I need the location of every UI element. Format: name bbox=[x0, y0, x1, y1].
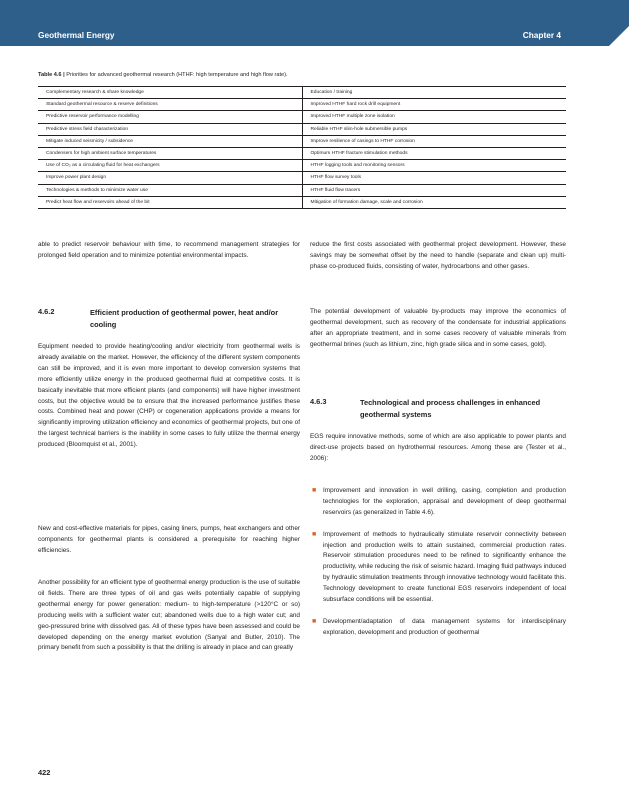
bullet-item: ■ Improvement of methods to hydraulically stimulate reservoir connectivity between injection and production wells to attain sustained, commercial production rates. Reservoir stimulation procedures need to be refined to significantly enhance the productivity, while reducing the risk of seismic hazard. Imaging fluid pathways induced by hydraulic stimulation treatments through innovative technology would facilitate this. Technology development to create functional EGS reservoirs independent of local subsurface conditions will be essential. bbox=[312, 530, 566, 604]
table-cell-right: Improved HTHF multiple zone isolation bbox=[302, 111, 566, 123]
table-row bbox=[38, 111, 566, 123]
right-para-1: reduce the first costs associated with geothermal project development. However, these savings may be somewhat offset by the need to handle (separate and clean up) multi-phase co-produced fluids, consisting of water, hydrocarbons and other gases. bbox=[310, 241, 566, 270]
table-cell-right: Improved HTHF hard rock drill equipment bbox=[302, 99, 566, 111]
table-cell-right: Mitigation of formation damage, scale and corrosion bbox=[302, 196, 566, 208]
right-para-3: EGS require innovative methods, some of which are also applicable to power plants and direct-use projects based on hydrothermal resources. Among these are (Tester et al., 2006): bbox=[310, 433, 566, 462]
table-cell-right: Education / training bbox=[302, 87, 566, 99]
table-cell-left: Mitigate induced seismicity / subsidence bbox=[38, 135, 302, 147]
table-row bbox=[38, 99, 566, 111]
table-cell-right: HTHF logging tools and monitoring sensors bbox=[302, 160, 566, 172]
table-caption bbox=[38, 72, 288, 78]
table-label: Table 4.6 | bbox=[38, 72, 65, 78]
table-row bbox=[38, 147, 566, 159]
table-cell-left: Standard geothermal resource & reserve definitions bbox=[38, 99, 302, 111]
section-number-463: 4.6.3 bbox=[310, 397, 327, 406]
table-cell-left: Use of CO₂ as a circulating fluid for heat exchangers bbox=[38, 160, 302, 172]
bullet-icon: ■ bbox=[312, 617, 317, 625]
section-number-462: 4.6.2 bbox=[38, 307, 55, 316]
table-row bbox=[38, 184, 566, 196]
table-cell-left: Technologies & methods to minimize water use bbox=[38, 184, 302, 196]
table-cell-left: Predictive stress field characterization bbox=[38, 123, 302, 135]
bullet-item: ■ Development/adaptation of data management systems for interdisciplinary exploration, development and production of geothermal bbox=[312, 617, 566, 636]
chapter-label: Chapter 4 bbox=[522, 30, 561, 40]
page-number: 422 bbox=[38, 768, 51, 777]
bullet-list bbox=[310, 486, 566, 650]
section-title-462: Efficient production of geothermal power, heat and/or cooling bbox=[90, 308, 279, 329]
table-row bbox=[38, 135, 566, 147]
table-cell-right: HTHF fluid flow tracers bbox=[302, 184, 566, 196]
left-para-4: Another possibility for an efficient type of geothermal energy production is the use of suitable oil fields. There are three types of oil and gas wells potentially capable of supplying geothermal energy for power generation: medium- to high-temperature (>120°C or so) producing wells with a sufficient water cut; abandoned wells due to a high water cut; and geo-pressured brine with dissolved gas. All of these types have been assessed and could be developed depending on the energy market evolution (Sanyal and Butler, 2010). The primary benefit from such a possibility is that the drilling is already in place and can greatly bbox=[38, 579, 300, 652]
left-para-3: New and cost-effective materials for pipes, casing liners, pumps, heat exchangers and other components for geothermal plants is considered a prerequisite for reaching higher efficiencies. bbox=[38, 525, 300, 554]
section-title-463: Technological and process challenges in enhanced geothermal systems bbox=[360, 398, 541, 419]
table-caption-text: Priorities for advanced geothermal research (HTHF: high temperature and high flow rate). bbox=[64, 72, 288, 78]
bullet-item: ■ Improvement and innovation in well drilling, casing, completion and production technologies for the exploration, appraisal and development of deep geothermal reservoirs (as generalized in Table 4.6). bbox=[312, 487, 566, 516]
table-cell-left: Improve power plant design bbox=[38, 172, 302, 184]
table-cell-right: Improve resilience of casings to HTHF corrosion bbox=[302, 135, 566, 147]
left-para-1: able to predict reservoir behaviour with time, to recommend management strategies for prolonged field operation and to minimize potential environmental impacts. bbox=[38, 241, 300, 259]
bullet-icon: ■ bbox=[312, 530, 317, 538]
table-cell-right: Reliable HTHF slim-hole submersible pumps bbox=[302, 123, 566, 135]
left-para-2: Equipment needed to provide heating/cooling and/or electricity from geothermal wells is already available on the market. However, the efficiency of the different system components can still be improved, and it is even more important to develop conversion systems that more efficiently utilize energy in the produced geothermal fluid at competitive costs. It is basically inevitable that more efficient plants (and components) will have higher investment costs, but the objective would be to ensure that the increased performance justifies these costs. Combined heat and power (CHP) or cogeneration applications provide a means for significantly improving utilization efficiency and economics of geothermal projects, but one of the largest technical barriers is the inability in some cases to fully utilize the thermal energy produced (Bloomquist et al., 2001). bbox=[38, 343, 300, 449]
table-row bbox=[38, 172, 566, 184]
table-row bbox=[38, 196, 566, 208]
table-cell-left: Predictive reservoir performance modelling bbox=[38, 111, 302, 123]
table-row bbox=[38, 87, 566, 99]
table-row bbox=[38, 123, 566, 135]
priorities-table bbox=[38, 86, 566, 209]
table-cell-right: HTHF flow survey tools bbox=[302, 172, 566, 184]
table-cell-left: Condensers for high ambient surface temperatures bbox=[38, 147, 302, 159]
right-para-2: The potential development of valuable by-products may improve the economics of geothermal development, such as recovery of the condensate for industrial applications after an appropriate treatment, and in some cases recovery of valuable minerals from geothermal brines (such as lithium, zinc, high grade silica and in some cases, gold). bbox=[310, 308, 566, 348]
bullet-icon: ■ bbox=[312, 487, 317, 494]
table-cell-left: Predict heat flow and reservoirs ahead of the bit bbox=[38, 196, 302, 208]
table-row bbox=[38, 160, 566, 172]
table-cell-right: Optimum HTHF fracture stimulation methods bbox=[302, 147, 566, 159]
table-cell-left: Complementary research & share knowledge bbox=[38, 87, 302, 99]
running-title: Geothermal Energy bbox=[38, 30, 115, 40]
